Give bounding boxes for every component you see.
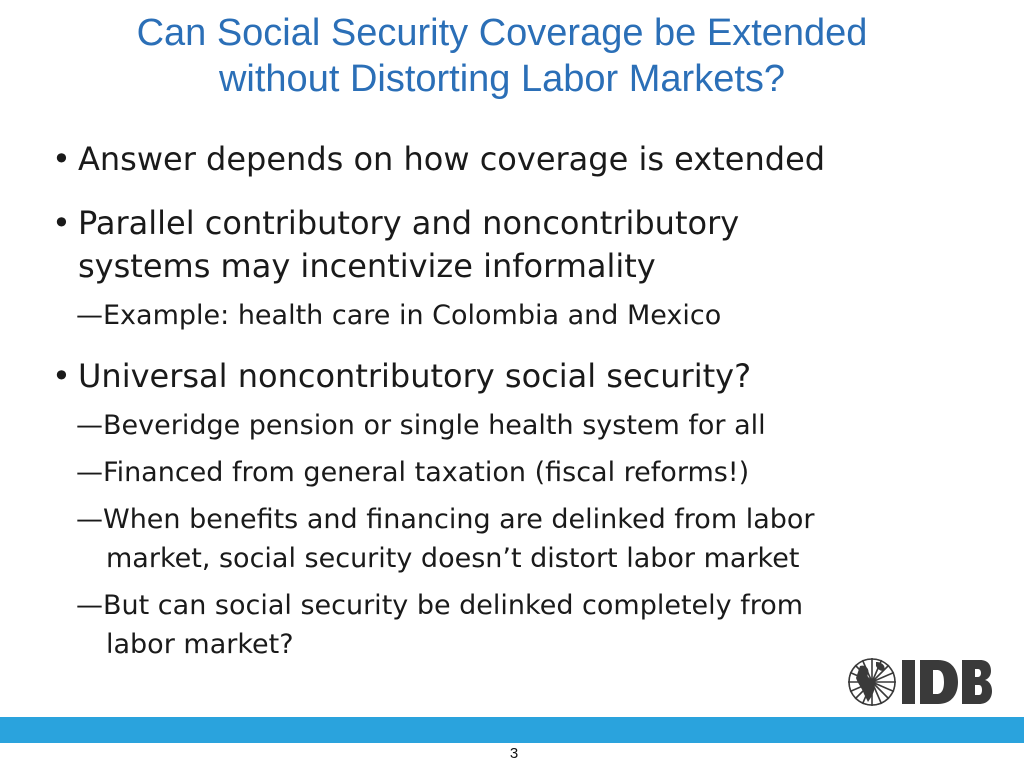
idb-globe-logo-icon (846, 654, 994, 710)
bullet-2-line-1: Parallel contributory and noncontributory (78, 204, 740, 242)
sub-bullet-3-1-text: —Beveridge pension or single health system for all (76, 410, 766, 441)
sub-bullet-3-2 (76, 453, 749, 492)
sub-bullet-2-1 (76, 296, 721, 335)
sub-bullet-3-3-line-2: market, social security doesn’t distort labor market (106, 543, 800, 574)
title-line-2: without Distorting Labor Markets? (218, 58, 786, 100)
sub-bullet-3-4 (76, 586, 803, 625)
bullet-3-line-1: Universal noncontributory social security? (78, 357, 752, 395)
sub-bullet-3-3 (76, 500, 815, 539)
sub-bullet-3-1 (76, 406, 766, 445)
title-line-1: Can Social Security Coverage be Extended (136, 12, 868, 54)
footer-bar (0, 717, 1024, 743)
sub-bullet-3-2-text: —Financed from general taxation (fiscal reforms!) (76, 457, 750, 488)
sub-bullet-3-4-continuation (106, 625, 294, 664)
sub-bullet-3-3-line-1: —When benefits and financing are delinked from labor (76, 504, 815, 535)
slide-title (0, 10, 1004, 102)
bullet-1-line-1: Answer depends on how coverage is extended (78, 140, 826, 178)
bullet-glyph: • (52, 140, 71, 178)
sub-bullet-2-1-text: —Example: health care in Colombia and Mexico (76, 300, 722, 331)
page-number: 3 (509, 745, 519, 762)
bullet-2-line-2: systems may incentivize informality (78, 247, 656, 285)
sub-bullet-3-4-line-1: —But can social security be delinked completely from (76, 590, 804, 621)
bullet-glyph: • (52, 357, 71, 395)
bullet-glyph: • (52, 204, 71, 242)
sub-bullet-3-3-continuation (106, 539, 799, 578)
idb-logo (846, 654, 994, 710)
sub-bullet-3-4-line-2: labor market? (106, 629, 294, 660)
